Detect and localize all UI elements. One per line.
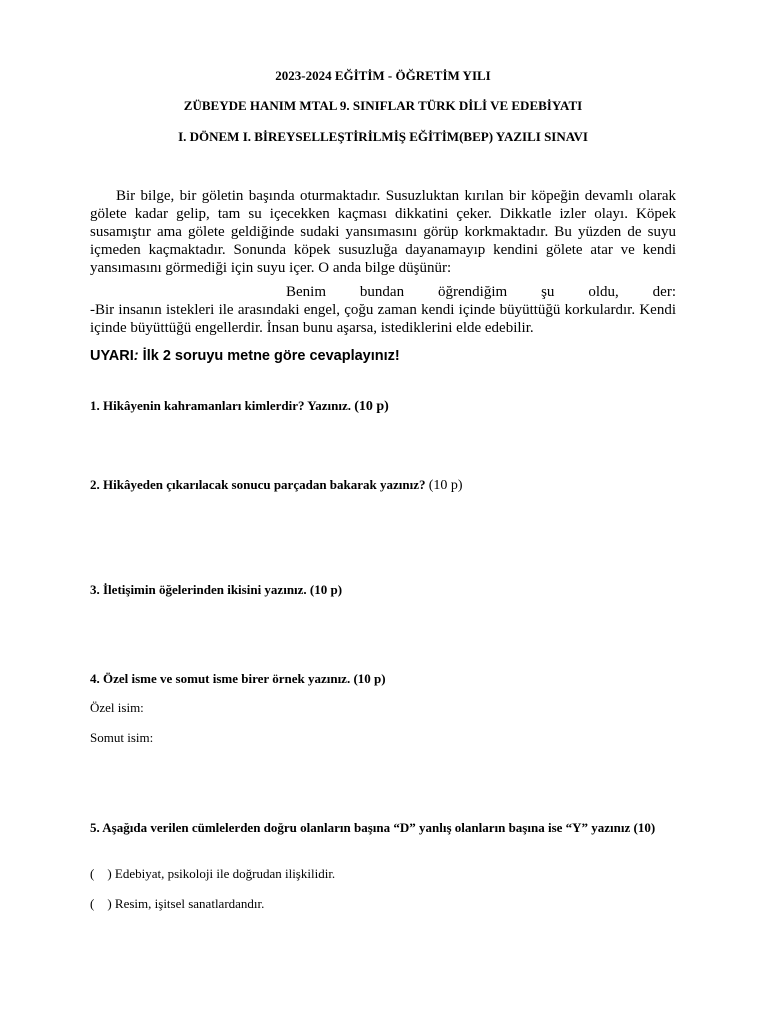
question-1-points: (10 p) [354,399,389,414]
school-course-title: ZÜBEYDE HANIM MTAL 9. SINIFLAR TÜRK DİLİ VE EDEBİYATI [183,98,583,113]
question-1 [90,396,676,416]
q4-ozel-isim-label: Özel isim: [90,700,144,715]
tf-blank[interactable]: ( ) [90,866,112,881]
story-quote-lead: Benim bundan öğrendiğim şu oldu, der: [286,284,676,300]
true-false-item [90,896,264,912]
true-false-item [90,866,335,882]
question-4: 4. Özel isme ve somut isme birer örnek yazınız. (10 p) [90,671,386,686]
story-text [90,187,676,337]
tf-blank[interactable]: ( ) [90,896,112,911]
tf-statement: Edebiyat, psikoloji ile doğrudan ilişkilidir. [111,866,336,881]
warning-label: UYARI [90,348,134,364]
question-2-text: 2. Hikâyeden çıkarılacak sonucu parçadan bakarak yazınız? [90,477,429,492]
question-1-text: 1. Hikâyenin kahramanları kimlerdir? Yazınız. [90,398,355,413]
exam-title: I. DÖNEM I. BİREYSELLEŞTİRİLMİŞ EĞİTİM(BEP) YAZILI SINAVI [178,129,588,144]
warning-colon: : [133,348,139,364]
q4-somut-isim-label: Somut isim: [90,730,154,745]
tf-statement: Resim, işitsel sanatlardandır. [111,896,265,911]
question-2 [90,475,676,495]
academic-year-title: 2023-2024 EĞİTİM - ÖĞRETİM YILI [275,68,491,83]
question-2-points: (10 p) [428,478,463,493]
question-5: 5. Aşağıda verilen cümlelerden doğru olanların başına “D” yanlış olanların başına ise “Y” yazınız (10) [90,820,656,835]
story-paragraph: Bir bilge, bir göletin başında oturmaktadır. Susuzluktan kırılan bir köpeğin devamlı olarak gölete kadar gelip, tam su içecekken kaçması dikkatini çeker. Dikkatle izler olayı. Köpek susamıştır ama gölete geldiğinde sudaki yansımasını görüp korkmaktadır. Bu yüzden de suyu içmeden kaçmaktadır. Sonunda köpek susuzluğa dayanamayıp kendini gölete atar ve kendi yansımasını görmediği için suyu içer. O anda bilge düşünür: [90,188,676,276]
warning-instruction [90,348,400,364]
question-3: 3. İletişimin öğelerinden ikisini yazınız. (10 p) [90,582,343,597]
warning-text: İlk 2 soruyu metne göre cevaplayınız! [138,348,400,364]
story-quote-body: -Bir insanın istekleri ile arasındaki engel, çoğu zaman kendi içinde büyüttüğü korkulardır. Kendi içinde büyüttüğü engellerdir. İnsan bunu aşarsa, istediklerini elde edebilir. [90,302,676,336]
